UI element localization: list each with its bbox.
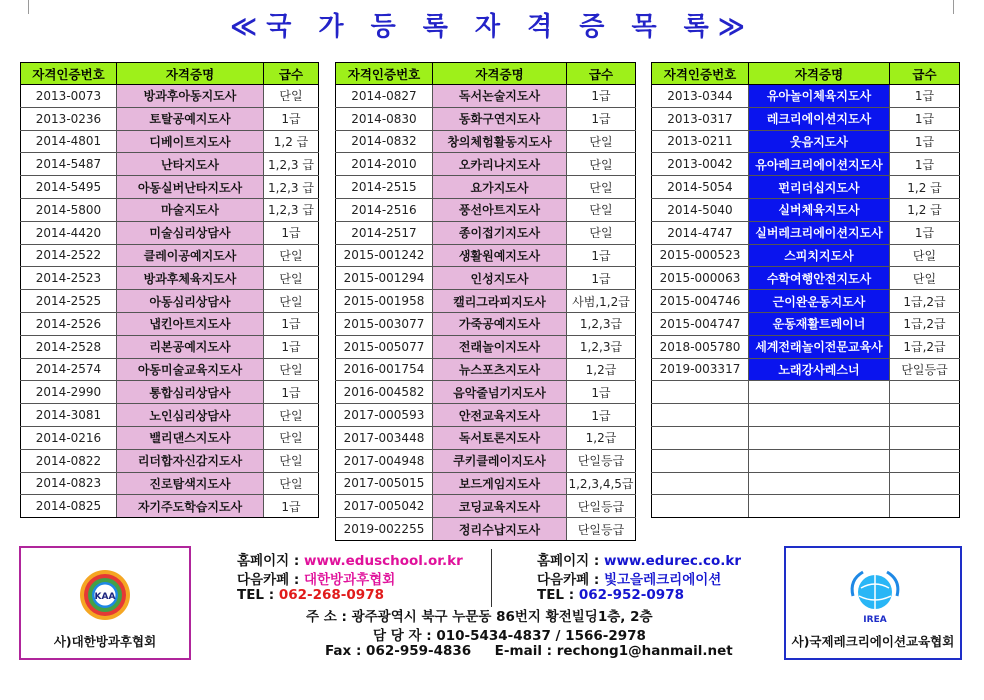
- cert-grade-cell: 1,2급: [567, 426, 636, 449]
- cert-code-cell: 2017-003448: [336, 426, 433, 449]
- cert-code-cell: 2014-5495: [21, 176, 117, 199]
- cert-grade-cell: 단일: [567, 130, 636, 153]
- cert-name-cell: 아동실버난타지도사: [117, 176, 264, 199]
- right-tel-value: 062-952-0978: [578, 587, 684, 603]
- header-code: 자격인증번호: [652, 63, 749, 85]
- cert-code-cell: 2014-2525: [21, 290, 117, 313]
- cert-name-cell: 미술심리상담사: [117, 221, 264, 244]
- table-row: [21, 176, 319, 199]
- cert-grade-cell: 단일: [264, 449, 319, 472]
- cert-grade-cell: 1급: [567, 244, 636, 267]
- cert-code-cell: 2013-0317: [652, 107, 749, 130]
- cert-code-cell: 2014-0830: [336, 107, 433, 130]
- cert-name-cell: 리본공예지도사: [117, 335, 264, 358]
- cert-code-cell: 2014-4801: [21, 130, 117, 153]
- cert-code-cell: 2015-004747: [652, 312, 749, 335]
- cert-code-cell: 2017-004948: [336, 449, 433, 472]
- cert-code-cell: 2014-2516: [336, 198, 433, 221]
- cert-code-cell: 2019-003317: [652, 358, 749, 381]
- cert-grade-cell: 단일등급: [890, 358, 960, 381]
- cert-name-cell: 운동재활트레이너: [749, 312, 890, 335]
- cert-name-cell: 뉴스포츠지도사: [433, 358, 567, 381]
- cert-code-cell: 2014-0823: [21, 472, 117, 495]
- cert-code-cell: 2015-001294: [336, 267, 433, 290]
- cert-name-cell: [749, 495, 890, 518]
- cert-grade-cell: 단일: [264, 267, 319, 290]
- right-cafe: [537, 568, 721, 588]
- cert-name-cell: 수학여행안전지도사: [749, 267, 890, 290]
- cert-name-cell: 생활원예지도사: [433, 244, 567, 267]
- cert-grade-cell: 1급: [264, 221, 319, 244]
- table-row: [652, 426, 960, 449]
- cert-grade-cell: 단일등급: [567, 495, 636, 518]
- cert-grade-cell: 1급: [890, 221, 960, 244]
- cert-grade-cell: 1,2,3 급: [264, 153, 319, 176]
- table-row: [21, 381, 319, 404]
- cert-grade-cell: 단일: [264, 244, 319, 267]
- cert-grade-cell: [890, 472, 960, 495]
- cert-code-cell: 2013-0042: [652, 153, 749, 176]
- table-row: [652, 85, 960, 108]
- table-row: [21, 449, 319, 472]
- cert-grade-cell: 1,2,3,4,5급: [567, 472, 636, 495]
- cert-name-cell: 전래놀이지도사: [433, 335, 567, 358]
- table-row: [652, 312, 960, 335]
- table-row: [336, 312, 636, 335]
- cert-code-cell: 2017-005042: [336, 495, 433, 518]
- table-row: [21, 472, 319, 495]
- table-row: [336, 85, 636, 108]
- cert-code-cell: 2013-0073: [21, 85, 117, 108]
- table-row: [336, 130, 636, 153]
- cert-grade-cell: 단일: [567, 176, 636, 199]
- cert-name-cell: 독서토론지도사: [433, 426, 567, 449]
- right-homepage: [537, 549, 741, 569]
- cert-grade-cell: 단일등급: [567, 449, 636, 472]
- cert-code-cell: 2014-2526: [21, 312, 117, 335]
- cert-name-cell: 독서논술지도사: [433, 85, 567, 108]
- cert-grade-cell: [890, 404, 960, 427]
- cert-code-cell: [652, 381, 749, 404]
- cert-code-cell: 2017-000593: [336, 404, 433, 427]
- cert-name-cell: 정리수납지도사: [433, 518, 567, 541]
- cert-code-cell: 2019-002255: [336, 518, 433, 541]
- cert-code-cell: 2016-001754: [336, 358, 433, 381]
- cert-grade-cell: 단일: [567, 153, 636, 176]
- cert-name-cell: 웃음지도사: [749, 130, 890, 153]
- cert-name-cell: 종이접기지도사: [433, 221, 567, 244]
- cert-code-cell: 2015-000063: [652, 267, 749, 290]
- cert-grade-cell: 1급: [890, 153, 960, 176]
- table-row: [652, 153, 960, 176]
- table-row: [336, 472, 636, 495]
- right-tel-label: TEL :: [537, 587, 579, 603]
- cert-name-cell: 통합심리상담사: [117, 381, 264, 404]
- table-row: [652, 381, 960, 404]
- table-row: [21, 267, 319, 290]
- cert-name-cell: 방과후아동지도사: [117, 85, 264, 108]
- cert-code-cell: 2013-0211: [652, 130, 749, 153]
- left-homepage-link[interactable]: www.eduschool.or.kr: [303, 553, 463, 569]
- irea-logo-text: IREA: [863, 615, 887, 625]
- cert-code-cell: 2014-2990: [21, 381, 117, 404]
- cert-grade-cell: 단일: [264, 290, 319, 313]
- cert-code-cell: 2014-5487: [21, 153, 117, 176]
- cert-grade-cell: 1급: [567, 381, 636, 404]
- cert-name-cell: 유아레크리에이션지도사: [749, 153, 890, 176]
- cert-name-cell: 스피치지도사: [749, 244, 890, 267]
- crop-mark-right: [953, 0, 954, 14]
- cert-name-cell: 근이완운동지도사: [749, 290, 890, 313]
- table-row: [21, 85, 319, 108]
- cert-name-cell: 가죽공예지도사: [433, 312, 567, 335]
- cert-name-cell: 리더합자신감지도사: [117, 449, 264, 472]
- cert-grade-cell: 단일: [264, 472, 319, 495]
- cert-name-cell: [749, 426, 890, 449]
- cert-grade-cell: 1급: [567, 85, 636, 108]
- table-row: [652, 404, 960, 427]
- table-row: [21, 426, 319, 449]
- cert-grade-cell: 단일: [567, 221, 636, 244]
- cert-table-3: [651, 62, 960, 518]
- header-grade: 급수: [890, 63, 960, 85]
- irea-logo-icon: [847, 566, 903, 626]
- header-name: 자격증명: [117, 63, 264, 85]
- table-row: [21, 312, 319, 335]
- address-line: 주 소 : 광주광역시 북구 누문동 86번지 황전빌딩1층, 2층: [306, 609, 653, 625]
- table-row: [336, 221, 636, 244]
- cert-code-cell: 2014-2515: [336, 176, 433, 199]
- cert-grade-cell: 1급,2급: [890, 335, 960, 358]
- cert-code-cell: 2014-4420: [21, 221, 117, 244]
- table-row: [336, 198, 636, 221]
- table-row: [652, 358, 960, 381]
- right-homepage-link[interactable]: www.edurec.co.kr: [603, 553, 742, 569]
- cert-grade-cell: [890, 381, 960, 404]
- right-homepage-label: 홈페이지 :: [537, 553, 604, 569]
- right-cafe-link[interactable]: 빛고을레크리에이션: [603, 572, 722, 588]
- cert-code-cell: 2015-001242: [336, 244, 433, 267]
- page-title: ≪국 가 등 록 자 격 증 목 록≫: [230, 12, 754, 42]
- cert-name-cell: 클레이공예지도사: [117, 244, 264, 267]
- cert-grade-cell: 사범,1,2급: [567, 290, 636, 313]
- table-row: [336, 335, 636, 358]
- cert-code-cell: [652, 495, 749, 518]
- table-row: [21, 404, 319, 427]
- table-row: [652, 107, 960, 130]
- table-row: [21, 198, 319, 221]
- cert-code-cell: 2014-5800: [21, 198, 117, 221]
- cert-grade-cell: 1급,2급: [890, 290, 960, 313]
- left-tel: [237, 587, 384, 603]
- table-row: [336, 290, 636, 313]
- cert-code-cell: 2014-0827: [336, 85, 433, 108]
- cert-code-cell: 2013-0236: [21, 107, 117, 130]
- cert-name-cell: 밸리댄스지도사: [117, 426, 264, 449]
- table-row: [652, 176, 960, 199]
- left-homepage-label: 홈페이지 :: [237, 553, 304, 569]
- cert-code-cell: 2014-0216: [21, 426, 117, 449]
- cert-grade-cell: 단일: [264, 426, 319, 449]
- cert-name-cell: 세계전래놀이전문교육사: [749, 335, 890, 358]
- table-row: [21, 107, 319, 130]
- header-name: 자격증명: [749, 63, 890, 85]
- table-row: [21, 244, 319, 267]
- table-row: [652, 198, 960, 221]
- table-row: [336, 107, 636, 130]
- cert-grade-cell: 단일: [890, 244, 960, 267]
- cert-code-cell: [652, 426, 749, 449]
- cert-grade-cell: 1급: [264, 312, 319, 335]
- table-row: [336, 426, 636, 449]
- left-org-box: [19, 546, 191, 660]
- table-row: [336, 358, 636, 381]
- table-row: [652, 267, 960, 290]
- table-row: [652, 495, 960, 518]
- cert-grade-cell: 1,2,3 급: [264, 176, 319, 199]
- left-homepage: [237, 549, 463, 569]
- header-name: 자격증명: [433, 63, 567, 85]
- cert-name-cell: 아동미술교육지도사: [117, 358, 264, 381]
- cert-name-cell: 유아놀이체육지도사: [749, 85, 890, 108]
- cert-name-cell: 동화구연지도사: [433, 107, 567, 130]
- right-org-box: [784, 546, 962, 660]
- cert-name-cell: 보드게임지도사: [433, 472, 567, 495]
- table-row: [652, 221, 960, 244]
- cert-grade-cell: 1,2 급: [264, 130, 319, 153]
- left-cafe-label: 다음카페 :: [237, 572, 304, 588]
- left-tel-value: 062-268-0978: [278, 587, 384, 603]
- cert-grade-cell: 단일: [264, 358, 319, 381]
- cert-name-cell: 쿠키클레이지도사: [433, 449, 567, 472]
- header-code: 자격인증번호: [21, 63, 117, 85]
- table-row: [21, 221, 319, 244]
- cert-code-cell: 2014-0832: [336, 130, 433, 153]
- cert-code-cell: 2016-004582: [336, 381, 433, 404]
- left-cafe-link[interactable]: 대한방과후협회: [303, 572, 396, 588]
- header-code: 자격인증번호: [336, 63, 433, 85]
- manager-line: 담 당 자 : 010-5434-4837 / 1566-2978: [373, 628, 646, 644]
- table-row: [336, 449, 636, 472]
- cert-grade-cell: 1,2급: [567, 358, 636, 381]
- table-row: [336, 518, 636, 541]
- header-grade: 급수: [264, 63, 319, 85]
- cert-grade-cell: 단일: [890, 267, 960, 290]
- table-row: [652, 290, 960, 313]
- cert-name-cell: 방과후체육지도사: [117, 267, 264, 290]
- right-cafe-label: 다음카페 :: [537, 572, 604, 588]
- cert-name-cell: 노인심리상담사: [117, 404, 264, 427]
- cert-code-cell: 2014-5054: [652, 176, 749, 199]
- cert-name-cell: 진로탐색지도사: [117, 472, 264, 495]
- cert-code-cell: 2014-3081: [21, 404, 117, 427]
- left-org-caption: 사)대한방과후협회: [53, 634, 157, 649]
- cert-name-cell: 음악줄넘기지도사: [433, 381, 567, 404]
- cert-grade-cell: 1급: [567, 267, 636, 290]
- table-row: [336, 404, 636, 427]
- cert-name-cell: 난타지도사: [117, 153, 264, 176]
- cert-code-cell: 2014-0822: [21, 449, 117, 472]
- cert-grade-cell: 단일: [264, 404, 319, 427]
- table-row: [21, 153, 319, 176]
- left-cafe: [237, 568, 395, 588]
- cert-code-cell: 2017-005015: [336, 472, 433, 495]
- cert-name-cell: [749, 381, 890, 404]
- cert-grade-cell: 1급: [890, 107, 960, 130]
- cert-name-cell: 아동심리상담사: [117, 290, 264, 313]
- table-row: [336, 495, 636, 518]
- cert-name-cell: 인성지도사: [433, 267, 567, 290]
- cert-grade-cell: 1급: [567, 404, 636, 427]
- table-row: [21, 335, 319, 358]
- cert-grade-cell: 1급: [264, 335, 319, 358]
- table-row: [21, 130, 319, 153]
- cert-name-cell: 레크리에이션지도사: [749, 107, 890, 130]
- cert-grade-cell: 1,2 급: [890, 198, 960, 221]
- cert-grade-cell: [890, 495, 960, 518]
- cert-name-cell: 오카리나지도사: [433, 153, 567, 176]
- table-row: [336, 176, 636, 199]
- table-row: [21, 290, 319, 313]
- kaa-logo-text: KAA: [94, 592, 116, 602]
- table-row: [652, 335, 960, 358]
- table-row: [652, 449, 960, 472]
- table-row: [21, 358, 319, 381]
- cert-grade-cell: 1급: [890, 130, 960, 153]
- cert-grade-cell: 단일등급: [567, 518, 636, 541]
- cert-grade-cell: 1급: [264, 381, 319, 404]
- cert-name-cell: 캘리그라피지도사: [433, 290, 567, 313]
- cert-grade-cell: 1급,2급: [890, 312, 960, 335]
- cert-code-cell: 2014-2574: [21, 358, 117, 381]
- cert-name-cell: [749, 449, 890, 472]
- cert-grade-cell: [890, 426, 960, 449]
- cert-grade-cell: 1,2,3급: [567, 335, 636, 358]
- cert-code-cell: 2014-0825: [21, 495, 117, 518]
- cert-code-cell: 2014-2010: [336, 153, 433, 176]
- cert-grade-cell: [890, 449, 960, 472]
- fax-email-line: Fax : 062-959-4836 E-mail : rechong1@hanmail.net: [325, 643, 733, 659]
- cert-name-cell: 풍선아트지도사: [433, 198, 567, 221]
- cert-code-cell: 2014-4747: [652, 221, 749, 244]
- cert-code-cell: 2015-003077: [336, 312, 433, 335]
- cert-name-cell: 마술지도사: [117, 198, 264, 221]
- cert-code-cell: 2014-2528: [21, 335, 117, 358]
- kaa-logo-icon: [78, 568, 132, 622]
- cert-name-cell: 노래강사레스너: [749, 358, 890, 381]
- cert-name-cell: 토탈공예지도사: [117, 107, 264, 130]
- header-grade: 급수: [567, 63, 636, 85]
- cert-name-cell: 자기주도학습지도사: [117, 495, 264, 518]
- right-tel: [537, 587, 684, 603]
- cert-grade-cell: 1급: [890, 85, 960, 108]
- cert-code-cell: 2015-000523: [652, 244, 749, 267]
- cert-name-cell: 안전교육지도사: [433, 404, 567, 427]
- crop-mark-left: [28, 0, 29, 14]
- cert-code-cell: [652, 449, 749, 472]
- table-row: [652, 130, 960, 153]
- cert-code-cell: 2014-2517: [336, 221, 433, 244]
- cert-code-cell: 2013-0344: [652, 85, 749, 108]
- cert-grade-cell: 1급: [264, 495, 319, 518]
- cert-code-cell: 2018-005780: [652, 335, 749, 358]
- cert-code-cell: 2015-001958: [336, 290, 433, 313]
- right-org-caption: 사)국제레크리에이션교육협회: [791, 634, 955, 649]
- cert-grade-cell: 단일: [567, 198, 636, 221]
- cert-code-cell: [652, 404, 749, 427]
- cert-name-cell: 냅킨아트지도사: [117, 312, 264, 335]
- cert-name-cell: 창의체험활동지도사: [433, 130, 567, 153]
- cert-grade-cell: 1,2,3 급: [264, 198, 319, 221]
- table-row: [336, 381, 636, 404]
- cert-name-cell: [749, 404, 890, 427]
- cert-code-cell: 2014-5040: [652, 198, 749, 221]
- cert-grade-cell: 1급: [567, 107, 636, 130]
- cert-name-cell: 실버체육지도사: [749, 198, 890, 221]
- cert-grade-cell: 단일: [264, 85, 319, 108]
- cert-code-cell: [652, 472, 749, 495]
- table-row: [652, 244, 960, 267]
- left-tel-label: TEL :: [237, 587, 279, 603]
- table-row: [21, 495, 319, 518]
- cert-name-cell: 펀리더십지도사: [749, 176, 890, 199]
- cert-name-cell: 코딩교육지도사: [433, 495, 567, 518]
- cert-name-cell: 실버레크리에이션지도사: [749, 221, 890, 244]
- contact-divider: [491, 549, 492, 607]
- cert-code-cell: 2015-005077: [336, 335, 433, 358]
- cert-grade-cell: 1,2 급: [890, 176, 960, 199]
- cert-grade-cell: 1,2,3급: [567, 312, 636, 335]
- cert-code-cell: 2014-2523: [21, 267, 117, 290]
- cert-name-cell: 디베이트지도사: [117, 130, 264, 153]
- cert-code-cell: 2015-004746: [652, 290, 749, 313]
- cert-name-cell: [749, 472, 890, 495]
- table-row: [336, 153, 636, 176]
- table-row: [336, 244, 636, 267]
- cert-name-cell: 요가지도사: [433, 176, 567, 199]
- cert-table-1: [20, 62, 319, 518]
- cert-table-2: [335, 62, 636, 541]
- cert-code-cell: 2014-2522: [21, 244, 117, 267]
- table-row: [336, 267, 636, 290]
- table-row: [652, 472, 960, 495]
- cert-grade-cell: 1급: [264, 107, 319, 130]
